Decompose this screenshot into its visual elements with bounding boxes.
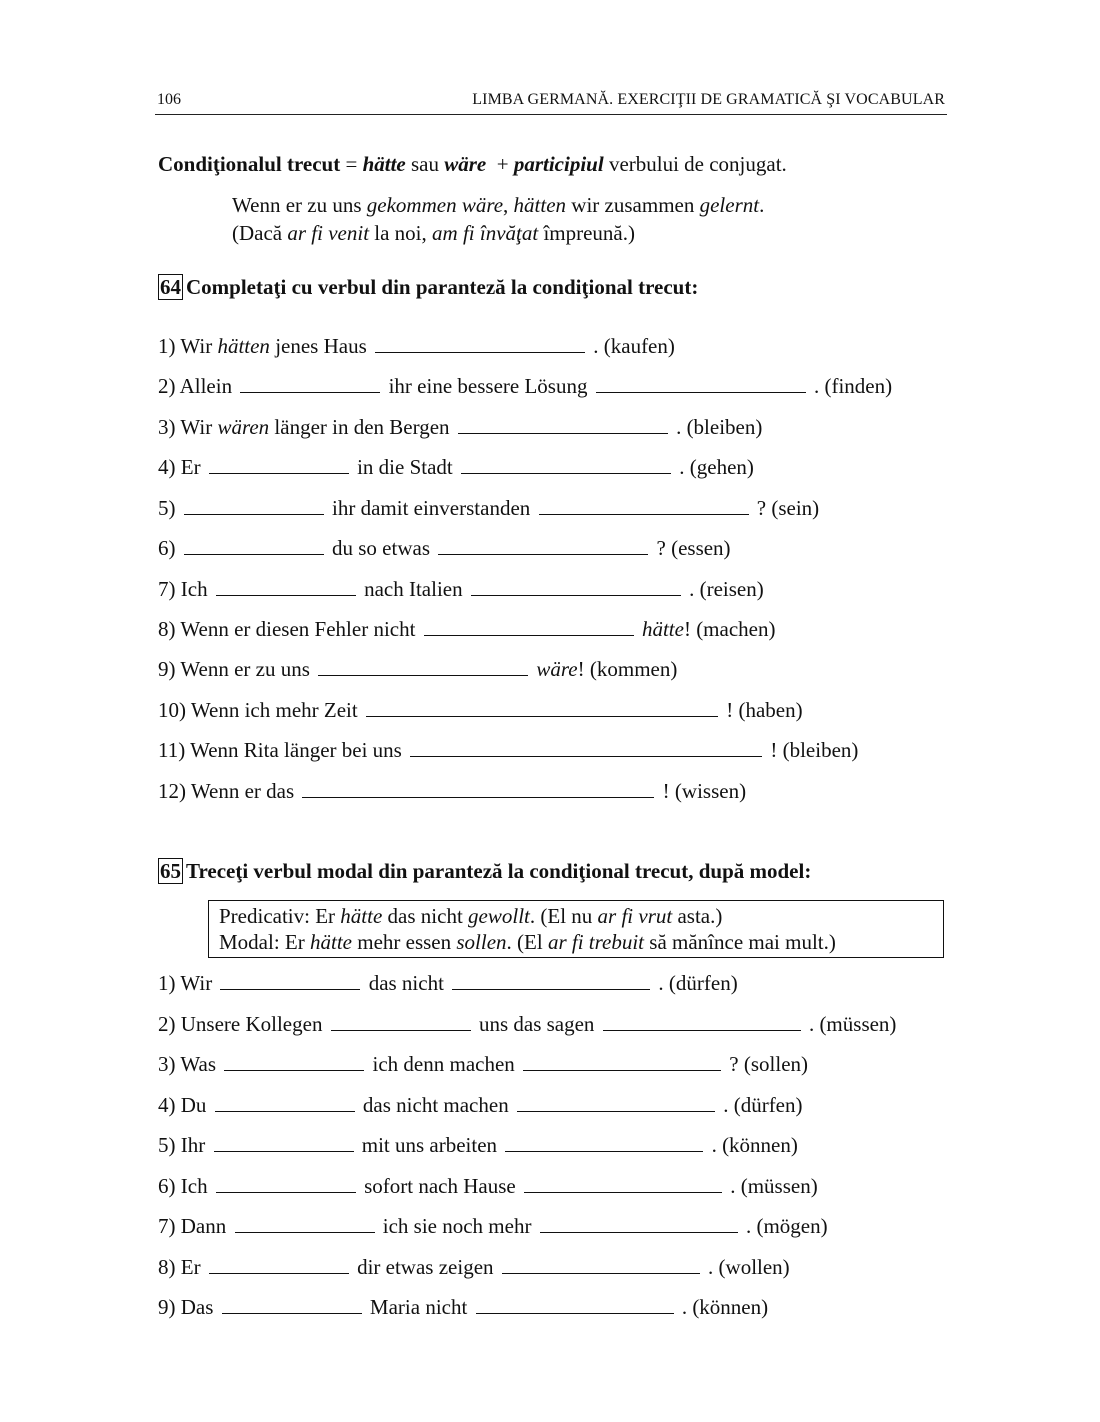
answer-blank[interactable] <box>184 534 324 555</box>
model-example-box <box>208 900 944 958</box>
answer-blank[interactable] <box>235 1212 375 1233</box>
exercise-65-item: 8) Er dir etwas zeigen . (wollen) <box>158 1255 790 1279</box>
exercise-64-item: 4) Er in die Stadt . (gehen) <box>158 455 754 479</box>
answer-blank[interactable] <box>523 1050 721 1071</box>
answer-blank[interactable] <box>471 575 681 596</box>
answer-blank[interactable] <box>517 1091 715 1112</box>
exercise-65-item: 5) Ihr mit uns arbeiten . (können) <box>158 1133 798 1157</box>
exercise-number-box: 64 <box>160 275 181 299</box>
answer-blank[interactable] <box>452 969 650 990</box>
example-german: Wenn er zu uns gekommen wäre, hätten wir zusammen gelernt. <box>232 193 765 217</box>
rule-term: Condiţionalul trecut <box>158 152 341 176</box>
answer-blank[interactable] <box>220 969 360 990</box>
answer-blank[interactable] <box>331 1010 471 1031</box>
exercise-65-item: 2) Unsere Kollegen uns das sagen . (müssen) <box>158 1012 897 1036</box>
exercise-64-item: 12) Wenn er das ! (wissen) <box>158 779 747 803</box>
exercise-64-item: 2) Allein ihr eine bessere Lösung . (finden) <box>158 374 893 398</box>
answer-blank[interactable] <box>596 372 806 393</box>
answer-blank[interactable] <box>476 1293 674 1314</box>
exercise-65-item: 1) Wir das nicht . (dürfen) <box>158 971 738 995</box>
answer-blank[interactable] <box>410 736 762 757</box>
exercise-number-box: 65 <box>160 859 181 883</box>
exercise-65-item: 9) Das Maria nicht . (können) <box>158 1295 769 1319</box>
answer-blank[interactable] <box>214 1131 354 1152</box>
answer-blank[interactable] <box>216 575 356 596</box>
page-number: 106 <box>157 91 181 108</box>
answer-blank[interactable] <box>502 1253 700 1274</box>
exercise-64-item: 8) Wenn er diesen Fehler nicht hätte! (machen) <box>158 617 776 641</box>
grammar-rule: Condiţionalul trecut = hätte sau wäre + participiul verbului de conjugat. <box>158 152 787 176</box>
page-header <box>155 90 947 115</box>
answer-blank[interactable] <box>539 494 749 515</box>
exercise-64-item: 9) Wenn er zu uns wäre! (kommen) <box>158 657 678 681</box>
answer-blank[interactable] <box>209 1253 349 1274</box>
answer-blank[interactable] <box>461 453 671 474</box>
answer-blank[interactable] <box>318 655 528 676</box>
answer-blank[interactable] <box>302 777 654 798</box>
answer-blank[interactable] <box>209 453 349 474</box>
answer-blank[interactable] <box>438 534 648 555</box>
exercise-64-item: 1) Wir hätten jenes Haus . (kaufen) <box>158 334 675 358</box>
exercise-64-title: 64 Completaţi cu verbul din paranteză la condiţional trecut: <box>160 275 699 299</box>
model-line-modal: Modal: Er hätte mehr essen sollen. (El ar fi trebuit să mănînce mai mult.) <box>219 930 836 954</box>
answer-blank[interactable] <box>458 413 668 434</box>
answer-blank[interactable] <box>603 1010 801 1031</box>
answer-blank[interactable] <box>375 332 585 353</box>
answer-blank[interactable] <box>366 696 718 717</box>
exercise-65-item: 4) Du das nicht machen . (dürfen) <box>158 1093 803 1117</box>
example-romanian: (Dacă ar fi venit la noi, am fi învăţat împreună.) <box>232 221 635 245</box>
answer-blank[interactable] <box>540 1212 738 1233</box>
answer-blank[interactable] <box>424 615 634 636</box>
answer-blank[interactable] <box>240 372 380 393</box>
exercise-64-item: 3) Wir wären länger in den Bergen . (bleiben) <box>158 415 763 439</box>
answer-blank[interactable] <box>224 1050 364 1071</box>
answer-blank[interactable] <box>222 1293 362 1314</box>
exercise-65-title: 65 Treceţi verbul modal din paranteză la condiţional trecut, după model: <box>160 859 812 883</box>
exercise-64-item: 11) Wenn Rita länger bei uns ! (bleiben) <box>158 738 859 762</box>
exercise-65-item: 6) Ich sofort nach Hause . (müssen) <box>158 1174 818 1198</box>
answer-blank[interactable] <box>524 1172 722 1193</box>
exercise-65-item: 7) Dann ich sie noch mehr . (mögen) <box>158 1214 828 1238</box>
answer-blank[interactable] <box>184 494 324 515</box>
answer-blank[interactable] <box>505 1131 703 1152</box>
exercise-65-item: 3) Was ich denn machen ? (sollen) <box>158 1052 809 1076</box>
model-line-predicative: Predicativ: Er hätte das nicht gewollt. (El nu ar fi vrut asta.) <box>219 904 723 928</box>
exercise-64-item: 10) Wenn ich mehr Zeit ! (haben) <box>158 698 803 722</box>
book-title: LIMBA GERMANĂ. EXERCIŢII DE GRAMATICĂ ŞI VOCABULAR <box>472 91 945 108</box>
exercise-64-item: 5) ihr damit einverstanden ? (sein) <box>158 496 820 520</box>
exercise-64-item: 7) Ich nach Italien . (reisen) <box>158 577 764 601</box>
answer-blank[interactable] <box>216 1172 356 1193</box>
answer-blank[interactable] <box>215 1091 355 1112</box>
exercise-64-item: 6) du so etwas ? (essen) <box>158 536 731 560</box>
